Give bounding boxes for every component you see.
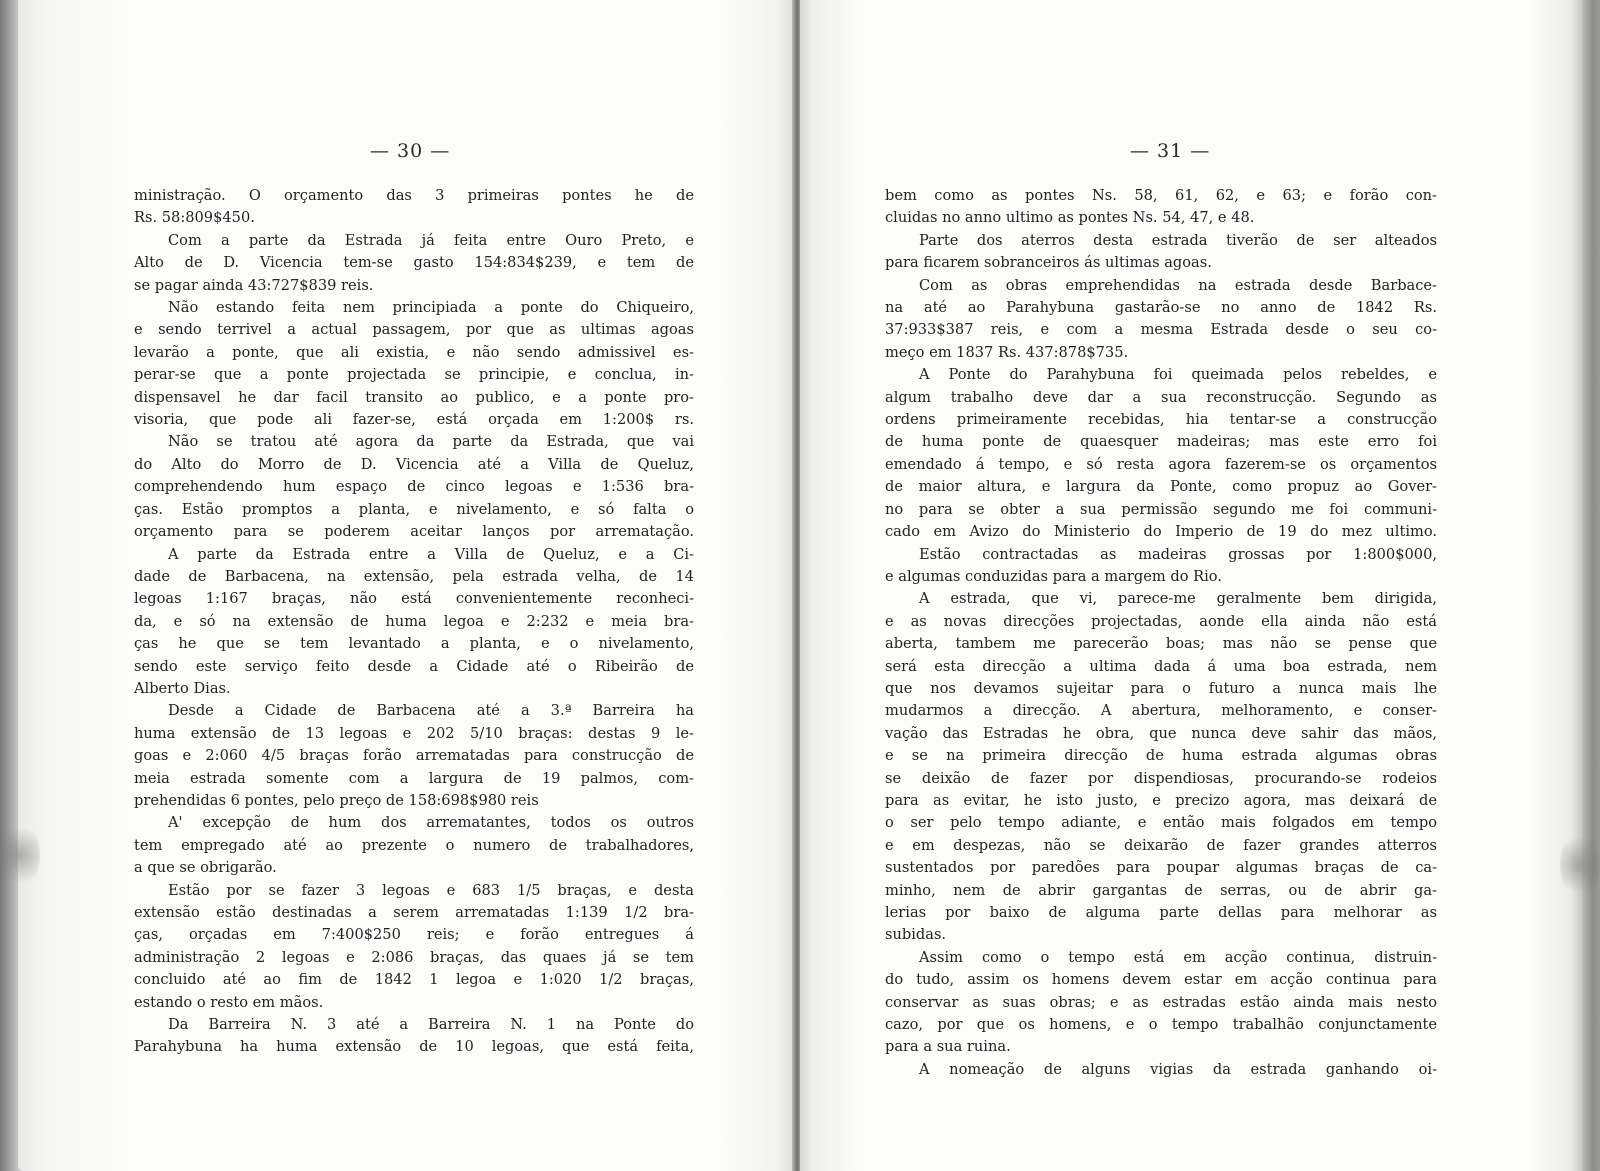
text-line: cazo, por que os homens, e o tempo trabalhão conjunctamente <box>885 1016 1437 1034</box>
text-line: administração 2 legoas e 2:086 braças, das quaes já se tem <box>134 948 694 966</box>
text-line: do Alto do Morro de D. Vicencia até a Villa de Queluz, <box>134 455 694 473</box>
text-line: A parte da Estrada entre a Villa de Queluz, e a Ci- <box>168 545 694 563</box>
text-line: será esta direcção a ultima dada á uma boa estrada, nem <box>885 657 1437 675</box>
left-page-text <box>134 185 694 1059</box>
text-line: A Ponte do Parahybuna foi queimada pelos rebeldes, e <box>919 366 1437 384</box>
text-line: no para se obter a sua permissão segundo me foi communi- <box>885 500 1437 518</box>
text-line: meço em 1837 Rs. 437:878$735. <box>885 343 1129 361</box>
text-line: a que se obrigarão. <box>134 859 277 877</box>
binding-stain-left <box>0 820 40 890</box>
page-edge <box>1582 0 1600 1171</box>
text-line: goas e 2:060 4/5 braças forão arrematadas para construcção de <box>134 747 694 765</box>
text-line: Rs. 58:809$450. <box>134 209 255 227</box>
text-line: sustentados por paredões para poupar algumas braças de ca- <box>885 859 1437 877</box>
text-line: e se na primeira direcção de huma estrada algumas obras <box>885 747 1437 765</box>
text-line: de maior altura, e largura da Ponte, como propuz ao Gover- <box>885 478 1437 496</box>
text-line: conservar as suas obras; e as estradas estão ainda mais nesto <box>885 993 1437 1011</box>
text-line: A' excepção de hum dos arrematantes, todos os outros <box>168 814 694 832</box>
right-page-text <box>885 185 1437 1081</box>
text-line: Parahybuna ha huma extensão de 10 legoas, que está feita, <box>134 1038 694 1056</box>
text-line: e em despezas, não se deixarão de fazer grandes atterros <box>885 836 1437 854</box>
text-line: para ficarem sobranceiros ás ultimas agoas. <box>885 254 1212 272</box>
text-line: se pagar ainda 43:727$839 reis. <box>134 276 374 294</box>
text-line: dispensavel he dar facil transito ao publico, e a ponte pro- <box>134 388 694 406</box>
text-line: legoas 1:167 braças, não está convenientemente reconheci- <box>134 590 694 608</box>
text-line: e sendo terrivel a actual passagem, por que as ultimas agoas <box>134 321 694 339</box>
text-line: o ser pelo tempo adiante, e então mais folgados em tempo <box>885 814 1437 832</box>
text-line: do tudo, assim os homens devem estar em acção continua para <box>885 971 1437 989</box>
text-line: Não estando feita nem principiada a ponte do Chiqueiro, <box>168 299 694 317</box>
text-line: algum trabalho deve dar a sua reconstrucção. Segundo as <box>885 388 1437 406</box>
text-line: para a sua ruina. <box>885 1038 1011 1056</box>
text-line: vação das Estradas he obra, que nunca deve sahir das mãos, <box>885 724 1437 742</box>
text-line: Não se tratou até agora da parte da Estrada, que vai <box>168 433 694 451</box>
text-line: ças. Estão promptos a planta, e nivelamento, e só falta o <box>134 500 694 518</box>
text-line: Estão contractadas as madeiras grossas por 1:800$000, <box>919 545 1437 563</box>
text-line: perar-se que a ponte projectada se principie, e conclua, in- <box>134 366 694 384</box>
text-line: Parte dos aterros desta estrada tiverão de ser alteados <box>919 231 1437 249</box>
text-line: concluido até ao fim de 1842 1 legoa e 1:020 1/2 braças, <box>134 971 694 989</box>
text-line: dade de Barbacena, na extensão, pela estrada velha, de 14 <box>134 567 694 585</box>
text-line: Da Barreira N. 3 até a Barreira N. 1 na Ponte do <box>168 1016 694 1034</box>
text-line: subidas. <box>885 926 947 944</box>
page-number-right: — 31 — <box>1130 140 1211 162</box>
text-line: comprehendendo hum espaço de cinco legoas e 1:536 bra- <box>134 478 694 496</box>
text-line: Desde a Cidade de Barbacena até a 3.ª Barreira ha <box>168 702 694 720</box>
text-line: aberta, tambem me parecerão boas; mas não se pense que <box>885 635 1437 653</box>
text-line: que nos devamos sujeitar para o futuro a nunca mais lhe <box>885 679 1437 697</box>
text-line: cluidas no anno ultimo as pontes Ns. 54, 47, e 48. <box>885 209 1255 227</box>
text-line: e algumas conduzidas para a margem do Rio. <box>885 567 1222 585</box>
text-line: cado em Avizo do Ministerio do Imperio de 19 do mez ultimo. <box>885 523 1437 541</box>
text-line: A estrada, que vi, parece-me geralmente bem dirigida, <box>919 590 1437 608</box>
text-line: mudarmos a direcção. A abertura, melhoramento, e conser- <box>885 702 1437 720</box>
text-line: se deixão de fazer por dispendiosas, procurando-se rodeios <box>885 769 1437 787</box>
text-line: de huma ponte de quaesquer madeiras; mas este erro foi <box>885 433 1437 451</box>
text-line: bem como as pontes Ns. 58, 61, 62, e 63; e forão con- <box>885 187 1437 204</box>
text-line: ordens primeiramente recebidas, hia tentar-se a construcção <box>885 411 1437 429</box>
text-line: para as evitar, he isto justo, e precizo agora, mas deixará de <box>885 791 1437 809</box>
page-number-left: — 30 — <box>370 140 451 162</box>
text-line: tem empregado até ao prezente o numero de trabalhadores, <box>134 836 694 854</box>
text-line: da, e só na extensão de huma legoa e 2:232 e meia bra- <box>134 612 694 630</box>
text-line: Assim como o tempo está em acção continua, distruin- <box>919 948 1437 966</box>
text-line: sendo este serviço feito desde a Cidade até o Ribeirão de <box>134 657 694 675</box>
text-line: ças he que se tem levantado a planta, e o nivelamento, <box>134 635 694 653</box>
text-line: 37:933$387 reis, e com a mesma Estrada desde o seu co- <box>885 321 1437 339</box>
text-line: levarão a ponte, que ali existia, e não sendo admissivel es- <box>134 343 694 361</box>
text-line: estando o resto em mãos. <box>134 993 324 1011</box>
text-line: A nomeação de alguns vigias da estrada ganhando oi- <box>919 1060 1437 1078</box>
text-line: prehendidas 6 pontes, pelo preço de 158:698$980 reis <box>134 791 539 809</box>
text-line: na até ao Parahybuna gastarão-se no anno de 1842 Rs. <box>885 299 1437 317</box>
text-line: orçamento para se poderem aceitar lanços por arrematação. <box>134 523 694 541</box>
text-line: lerias por baixo de alguma parte dellas para melhorar as <box>885 904 1437 921</box>
binding-stain-right <box>1560 830 1600 900</box>
text-line: Alto de D. Vicencia tem-se gasto 154:834$239, e tem de <box>134 254 694 272</box>
text-line: emendado á tempo, e só resta agora fazerem-se os orçamentos <box>885 455 1437 473</box>
text-line: Com as obras emprehendidas na estrada desde Barbace- <box>919 276 1437 294</box>
text-line: Alberto Dias. <box>134 679 231 697</box>
text-line: ministração. O orçamento das 3 primeiras pontes he de <box>134 187 694 204</box>
text-line: huma extensão de 13 legoas e 202 5/10 braças: destas 9 le- <box>134 724 694 742</box>
text-line: minho, nem de abrir gargantas de serras, ou de abrir ga- <box>885 881 1437 899</box>
text-line: ças, orçadas em 7:400$250 reis; e forão entregues á <box>134 926 694 944</box>
text-line: e as novas direcções projectadas, aonde ella ainda não está <box>885 612 1437 630</box>
text-line: extensão estão destinadas a serem arrematadas 1:139 1/2 bra- <box>134 904 694 921</box>
text-line: meia estrada somente com a largura de 19 palmos, com- <box>134 769 694 787</box>
text-line: Com a parte da Estrada já feita entre Ouro Preto, e <box>168 231 694 249</box>
text-line: Estão por se fazer 3 legoas e 683 1/5 braças, e desta <box>168 881 694 899</box>
text-line: visoria, que pode ali fazer-se, está orçada em 1:200$ rs. <box>134 411 694 429</box>
